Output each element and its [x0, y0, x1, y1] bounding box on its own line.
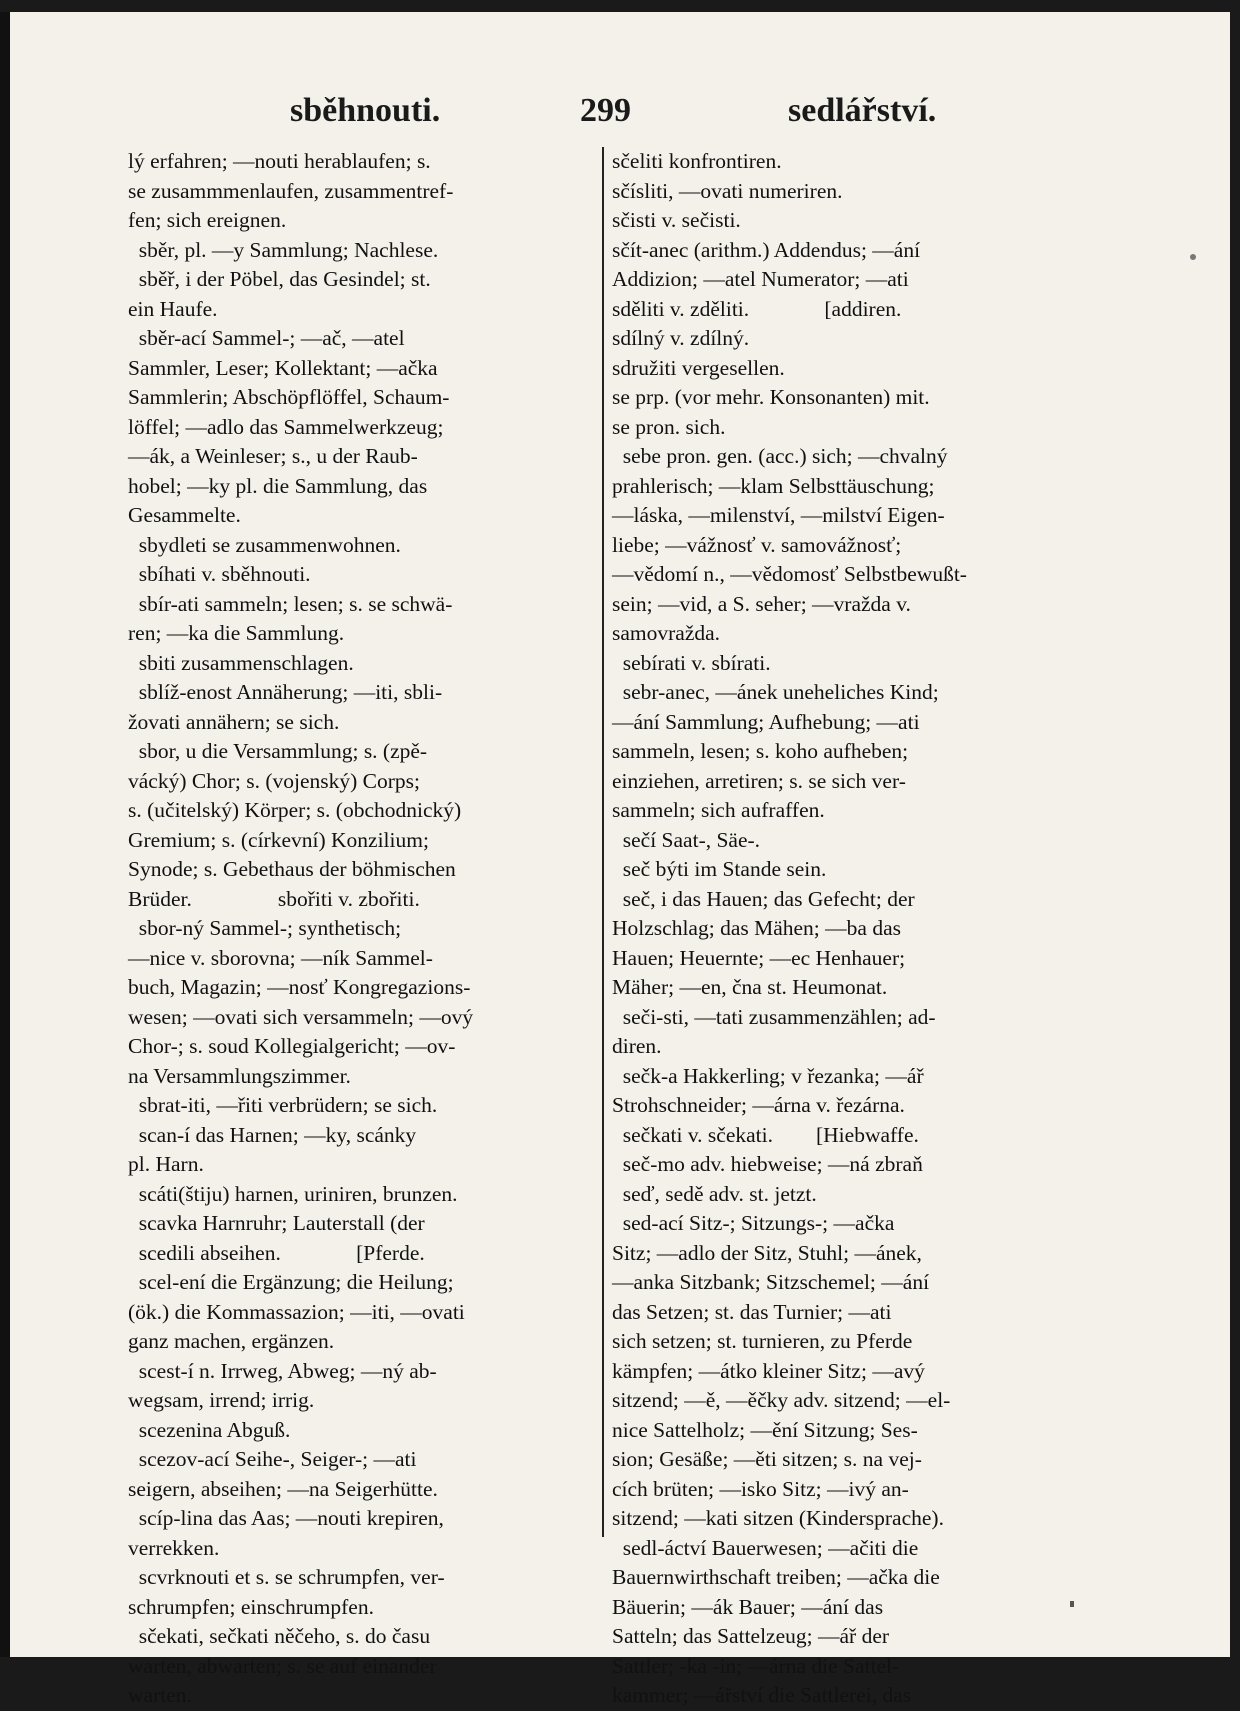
dictionary-line: sbrat-iti, —řiti verbrüdern; se sich. [128, 1093, 438, 1117]
dictionary-line: Synode; s. Gebethaus der böhmischen [128, 857, 456, 881]
dictionary-line: sbíhati v. sběhnouti. [128, 562, 311, 586]
dictionary-line: Holzschlag; das Mähen; —ba das [612, 916, 901, 940]
dictionary-line: sečí Saat-, Säe-. [612, 827, 761, 852]
dictionary-line: diren. [612, 1034, 662, 1058]
dictionary-line: Satteln; das Sattelzeug; —ář der [612, 1624, 890, 1648]
dictionary-line: ein Haufe. [128, 296, 218, 321]
dictionary-line: buch, Magazin; —nosť Kongregazions- [128, 975, 471, 999]
dictionary-line: sbydleti se zusammenwohnen. [128, 532, 401, 557]
dictionary-line: sběř, i der Pöbel, das Gesindel; st. [128, 267, 431, 291]
dictionary-line: se pron. sich. [612, 414, 726, 439]
dictionary-line: sečk-a Hakkerling; v řezanka; —ář [612, 1063, 924, 1088]
dictionary-line: seigern, abseihen; —na Seigerhütte. [128, 1476, 438, 1501]
dictionary-line: Brüder. sbořiti v. zbořiti. [128, 886, 420, 911]
dictionary-line: —anka Sitzbank; Sitzschemel; —ání [612, 1270, 930, 1294]
dictionary-line: sebe pron. gen. (acc.) sich; —chvalný [612, 444, 948, 468]
dictionary-line: —vědomí n., —vědomosť Selbstbewußt- [612, 562, 967, 586]
dictionary-line: scedili abseihen. [Pferde. [128, 1240, 425, 1265]
dictionary-line: nice Sattelholz; —ění Sitzung; Ses- [612, 1417, 918, 1442]
dictionary-line: ganz machen, ergänzen. [128, 1329, 335, 1353]
dictionary-line: sbor-ný Sammel-; synthetisch; [128, 916, 402, 940]
dictionary-line: sebírati v. sbírati. [612, 650, 771, 675]
dictionary-line: —láska, —milenství, —milství Eigen- [612, 503, 945, 527]
dictionary-line: sebr-anec, —ánek uneheliches Kind; [612, 680, 939, 704]
dictionary-line: sedl-áctví Bauerwesen; —ačiti die [612, 1535, 919, 1560]
dictionary-line: fen; sich ereignen. [128, 208, 287, 232]
dictionary-line: Gremium; s. (církevní) Konzilium; [128, 827, 429, 852]
dictionary-line: warten. [128, 1683, 192, 1707]
column-rule [602, 147, 604, 1537]
dictionary-line: scezov-ací Seihe-, Seiger-; —ati [128, 1447, 417, 1471]
dictionary-line: warten, abwarten; s. se auf einander [128, 1653, 437, 1678]
dictionary-line: sbír-ati sammeln; lesen; s. se schwä- [128, 591, 453, 616]
right-column [612, 147, 1086, 1707]
dictionary-line: sčisti v. sečisti. [612, 208, 741, 232]
dictionary-line: cích brüten; —isko Sitz; —ivý an- [612, 1476, 909, 1501]
dictionary-line: (ök.) die Kommassazion; —iti, —ovati [128, 1299, 465, 1324]
dictionary-line: sdílný v. zdílný. [612, 326, 750, 350]
dictionary-line: Sattler; -ka -in; —árna die Sattel- [612, 1653, 900, 1678]
dictionary-line: seči-sti, —tati zusammenzählen; ad- [612, 1004, 936, 1029]
margin-mark [1070, 1601, 1074, 1607]
dictionary-line: kammer; —ářství die Sattlerei, das [612, 1683, 912, 1707]
dictionary-line: se prp. (vor mehr. Konsonanten) mit. [612, 385, 930, 409]
dictionary-line: seč, i das Hauen; das Gefecht; der [612, 886, 915, 911]
dictionary-line: sich setzen; st. turnieren, zu Pferde [612, 1329, 913, 1353]
dictionary-line: sbor, u die Versammlung; s. (zpě- [128, 739, 428, 763]
dictionary-line: lý erfahren; —nouti herablaufen; s. [128, 149, 431, 173]
dictionary-line: kämpfen; —átko kleiner Sitz; —avý [612, 1358, 925, 1383]
page-header [10, 92, 1240, 132]
dictionary-line: žovati annähern; se sich. [128, 709, 340, 734]
dictionary-line: Bäuerin; —ák Bauer; —ání das [612, 1594, 884, 1619]
dictionary-line: sečkati v. sčekati. [Hiebwaffe. [612, 1122, 919, 1147]
dictionary-line: na Versammlungszimmer. [128, 1063, 351, 1088]
left-column [128, 147, 598, 1707]
dictionary-line: verrekken. [128, 1535, 220, 1560]
margin-mark [1190, 254, 1196, 260]
dictionary-line: scezenina Abguß. [128, 1417, 291, 1442]
page-number: 299 [580, 92, 631, 129]
dictionary-line: pl. Harn. [128, 1152, 204, 1176]
dictionary-line: sein; —vid, a S. seher; —vražda v. [612, 591, 911, 616]
dictionary-line: seď, sedě adv. st. jetzt. [612, 1181, 817, 1206]
dictionary-line: sčekati, sečkati něčeho, s. do času [128, 1624, 431, 1648]
dictionary-line: scavka Harnruhr; Lauterstall (der [128, 1211, 425, 1235]
dictionary-line: schrumpfen; einschrumpfen. [128, 1594, 374, 1619]
dictionary-line: Addizion; —atel Numerator; —ati [612, 267, 909, 291]
dictionary-line: scan-í das Harnen; —ky, scánky [128, 1122, 417, 1147]
dictionary-line: sběr-ací Sammel-; —ač, —atel [128, 326, 405, 350]
dictionary-line: Hauen; Heuernte; —ec Henhauer; [612, 945, 906, 970]
dictionary-line: Chor-; s. soud Kollegialgericht; —ov- [128, 1034, 456, 1058]
dictionary-line: scest-í n. Irrweg, Abweg; —ný ab- [128, 1358, 437, 1383]
dictionary-line: —nice v. sborovna; —ník Sammel- [128, 945, 433, 970]
dictionary-line: sion; Gesäße; —ěti sitzen; s. na vej- [612, 1447, 922, 1471]
dictionary-line: hobel; —ky pl. die Sammlung, das [128, 473, 428, 498]
dictionary-line: scáti(štiju) harnen, uriniren, brunzen. [128, 1181, 458, 1206]
dictionary-line: liebe; —vážnosť v. samovážnosť; [612, 532, 902, 557]
dictionary-line: —ání Sammlung; Aufhebung; —ati [612, 709, 920, 734]
dictionary-line: sčísliti, —ovati numeriren. [612, 178, 843, 203]
dictionary-line: sčít-anec (arithm.) Addendus; —ání [612, 237, 921, 262]
dictionary-line: sběr, pl. —y Sammlung; Nachlese. [128, 237, 439, 262]
dictionary-line: vácký) Chor; s. (vojenský) Corps; [128, 768, 421, 793]
dictionary-line: löffel; —adlo das Sammelwerkzeug; [128, 414, 444, 439]
dictionary-line: scel-ení die Ergänzung; die Heilung; [128, 1270, 454, 1294]
dictionary-line: sblíž-enost Annäherung; —iti, sbli- [128, 680, 443, 704]
dictionary-line: s. (učitelský) Körper; s. (obchodnický) [128, 798, 462, 822]
dictionary-page [0, 12, 1230, 1707]
dictionary-line: sed-ací Sitz-; Sitzungs-; —ačka [612, 1211, 895, 1235]
dictionary-line: ren; —ka die Sammlung. [128, 621, 345, 645]
dictionary-line: scíp-lina das Aas; —nouti krepiren, [128, 1506, 444, 1530]
dictionary-line: Sammlerin; Abschöpflöffel, Schaum- [128, 385, 450, 409]
dictionary-line: einziehen, arretiren; s. se sich ver- [612, 768, 906, 793]
dictionary-line: Gesammelte. [128, 503, 241, 527]
dictionary-line: samovražda. [612, 621, 721, 645]
dictionary-line: Mäher; —en, čna st. Heumonat. [612, 975, 888, 999]
dictionary-line: scvrknouti et s. se schrumpfen, ver- [128, 1565, 445, 1589]
dictionary-line: sitzend; —kati sitzen (Kindersprache). [612, 1506, 944, 1530]
dictionary-line: seč býti im Stande sein. [612, 857, 827, 881]
dictionary-line: sitzend; —ě, —ěčky adv. sitzend; —el- [612, 1388, 951, 1412]
dictionary-line: sdružiti vergesellen. [612, 355, 785, 380]
dictionary-line: sděliti v. zděliti. [addiren. [612, 296, 902, 321]
dictionary-line: sammeln; sich aufraffen. [612, 798, 825, 822]
dictionary-line: Sitz; —adlo der Sitz, Stuhl; —ánek, [612, 1240, 922, 1265]
dictionary-line: sčeliti konfrontiren. [612, 149, 782, 173]
dictionary-line: sbiti zusammenschlagen. [128, 650, 354, 675]
dictionary-line: wesen; —ovati sich versammeln; —ový [128, 1004, 474, 1029]
left-running-head: sběhnouti. [290, 92, 441, 129]
dictionary-line: Strohschneider; —árna v. řezárna. [612, 1093, 905, 1117]
dictionary-line: das Setzen; st. das Turnier; —ati [612, 1299, 892, 1324]
dictionary-line: sammeln, lesen; s. koho aufheben; [612, 739, 909, 763]
right-running-head: sedlářství. [788, 92, 937, 129]
dictionary-line: Bauernwirthschaft treiben; —ačka die [612, 1565, 940, 1589]
dictionary-line: seč-mo adv. hiebweise; —ná zbraň [612, 1152, 923, 1176]
dictionary-line: prahlerisch; —klam Selbsttäuschung; [612, 473, 935, 498]
dictionary-line: Sammler, Leser; Kollektant; —ačka [128, 355, 438, 380]
dictionary-line: se zusammmenlaufen, zusammentref- [128, 178, 454, 203]
dictionary-line: wegsam, irrend; irrig. [128, 1388, 315, 1412]
dictionary-line: —ák, a Weinleser; s., u der Raub- [128, 444, 418, 468]
